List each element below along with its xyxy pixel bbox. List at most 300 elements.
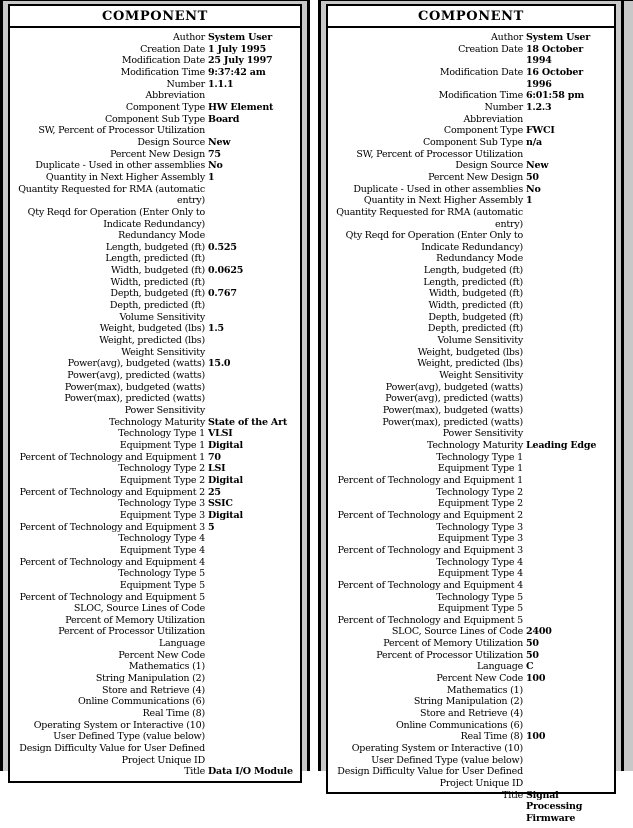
component-window-right[interactable] bbox=[318, 0, 624, 824]
field-label: Technology Type 5 bbox=[436, 591, 523, 603]
field-value bbox=[205, 90, 296, 102]
field-label: Depth, predicted (ft) bbox=[109, 300, 205, 312]
field-row bbox=[330, 731, 610, 743]
field-row bbox=[330, 615, 610, 627]
field-label: Abbreviation bbox=[463, 113, 523, 125]
field-value bbox=[205, 533, 296, 545]
field-label: Author bbox=[173, 32, 205, 43]
field-label: Percent of Technology and Equipment 1 bbox=[337, 474, 523, 486]
field-row bbox=[330, 661, 610, 673]
field-row bbox=[330, 673, 610, 685]
field-row bbox=[330, 475, 610, 487]
field-row bbox=[330, 440, 610, 452]
field-label: Technology Type 2 bbox=[118, 463, 205, 475]
field-label: SLOC, Source Lines of Code bbox=[391, 626, 523, 638]
field-value bbox=[523, 510, 610, 522]
field-value: Digital bbox=[208, 509, 243, 521]
field-label: Length, budgeted (ft) bbox=[105, 241, 205, 253]
field-row bbox=[330, 755, 610, 767]
field-value bbox=[205, 125, 296, 137]
field-value bbox=[205, 731, 296, 743]
field-row bbox=[12, 592, 296, 604]
field-label: Percent of Technology and Equipment 4 bbox=[19, 556, 205, 568]
field-label: Length, predicted (ft) bbox=[423, 276, 523, 288]
field-value: State of the Art bbox=[208, 416, 288, 428]
field-label: Equipment Type 1 bbox=[119, 439, 205, 451]
field-row bbox=[330, 405, 610, 417]
field-label: Modification Date bbox=[439, 66, 523, 78]
field-value bbox=[205, 405, 296, 417]
field-label: Depth, budgeted (ft) bbox=[110, 288, 205, 300]
field-row bbox=[330, 300, 610, 312]
field-row bbox=[330, 114, 610, 126]
field-value: 0.767 bbox=[208, 288, 237, 300]
field-label: Quantity Requested for RMA (automatic entry) bbox=[336, 206, 523, 230]
field-value: 0.525 bbox=[208, 241, 237, 253]
field-row bbox=[330, 638, 610, 650]
field-row bbox=[12, 696, 296, 708]
field-value bbox=[523, 557, 610, 569]
field-value bbox=[523, 114, 610, 126]
field-value bbox=[523, 405, 610, 417]
component-sheet bbox=[326, 4, 616, 824]
field-label: Power(max), budgeted (watts) bbox=[64, 381, 205, 393]
field-label: Percent of Technology and Equipment 1 bbox=[19, 451, 205, 463]
field-label: Technology Maturity bbox=[108, 416, 205, 428]
field-row bbox=[330, 195, 610, 207]
field-value: Leading Edge bbox=[526, 439, 597, 451]
field-row bbox=[12, 230, 296, 242]
field-value bbox=[523, 207, 610, 219]
field-value bbox=[523, 475, 610, 487]
field-label: Percent of Technology and Equipment 3 bbox=[19, 521, 205, 533]
field-row bbox=[12, 475, 296, 487]
field-value bbox=[205, 592, 296, 604]
field-row bbox=[330, 498, 610, 510]
field-value bbox=[523, 766, 610, 778]
field-row bbox=[330, 510, 610, 522]
field-value bbox=[205, 615, 296, 627]
field-row bbox=[12, 673, 296, 685]
field-value bbox=[523, 452, 610, 464]
field-label: Length, predicted (ft) bbox=[105, 253, 205, 265]
field-value bbox=[523, 615, 610, 627]
field-label: Real Time (8) bbox=[460, 731, 523, 743]
field-value: 50 bbox=[526, 649, 539, 661]
field-row bbox=[12, 487, 296, 499]
field-row bbox=[330, 323, 610, 335]
field-label: Technology Type 4 bbox=[118, 533, 205, 545]
field-value bbox=[523, 288, 610, 300]
field-row bbox=[12, 90, 296, 102]
field-value bbox=[205, 370, 296, 382]
field-label: Power(max), predicted (watts) bbox=[64, 393, 205, 405]
field-value bbox=[523, 358, 610, 370]
field-row bbox=[330, 557, 610, 569]
field-value bbox=[523, 603, 610, 615]
field-label: Power Sensitivity bbox=[124, 405, 205, 416]
field-label: Equipment Type 4 bbox=[437, 568, 523, 580]
field-value: 0.0625 bbox=[208, 265, 244, 277]
field-row bbox=[12, 405, 296, 417]
field-label: Weight Sensitivity bbox=[121, 346, 205, 358]
field-value: 2400 bbox=[526, 626, 552, 638]
field-row bbox=[330, 172, 610, 184]
field-value: 9:37:42 am bbox=[208, 66, 266, 78]
field-value bbox=[205, 626, 296, 638]
field-row bbox=[330, 90, 610, 102]
field-value: No bbox=[526, 183, 541, 195]
field-value: VLSI bbox=[208, 428, 233, 440]
field-value: 100 bbox=[526, 673, 546, 685]
field-value bbox=[523, 335, 610, 347]
field-value: Digital bbox=[208, 474, 243, 486]
field-value bbox=[523, 300, 610, 312]
field-value bbox=[205, 696, 296, 708]
field-value: FWCI bbox=[526, 125, 555, 137]
field-label: Weight, budgeted (lbs) bbox=[99, 323, 205, 335]
field-label: Equipment Type 5 bbox=[437, 603, 523, 615]
field-row bbox=[12, 358, 296, 370]
field-label: Redundancy Mode bbox=[436, 253, 523, 265]
field-row bbox=[12, 67, 296, 79]
field-row bbox=[330, 265, 610, 277]
field-value: 50 bbox=[526, 171, 539, 183]
field-value: C bbox=[526, 661, 534, 673]
field-value bbox=[205, 568, 296, 580]
field-label: Technology Type 3 bbox=[118, 498, 205, 510]
component-sheet bbox=[8, 4, 302, 783]
field-row bbox=[12, 463, 296, 475]
field-row bbox=[330, 696, 610, 708]
field-label: Design Difficulty Value for User Defined bbox=[337, 766, 523, 778]
field-value bbox=[523, 393, 610, 405]
field-row bbox=[330, 545, 610, 557]
field-value bbox=[205, 755, 296, 767]
field-row bbox=[330, 580, 610, 592]
field-row bbox=[12, 393, 296, 405]
field-value bbox=[523, 417, 610, 429]
field-label: Power(avg), predicted (watts) bbox=[385, 393, 523, 405]
field-value bbox=[523, 720, 610, 732]
field-label: Store and Retrieve (4) bbox=[102, 684, 205, 696]
field-label: Percent of Technology and Equipment 3 bbox=[337, 544, 523, 556]
field-value bbox=[205, 580, 296, 592]
field-row bbox=[12, 242, 296, 254]
field-label: Percent of Memory Utilization bbox=[383, 638, 523, 650]
field-value: 15.0 bbox=[208, 358, 231, 370]
field-label: Equipment Type 5 bbox=[119, 579, 205, 591]
field-row bbox=[330, 253, 610, 265]
field-label: Creation Date bbox=[458, 43, 523, 55]
field-row bbox=[330, 743, 610, 755]
field-value bbox=[523, 265, 610, 277]
field-row bbox=[330, 650, 610, 662]
field-label: Creation Date bbox=[140, 43, 205, 55]
field-label: Percent of Technology and Equipment 2 bbox=[19, 486, 205, 498]
field-value bbox=[205, 382, 296, 394]
field-row bbox=[330, 230, 610, 253]
field-label: Abbreviation bbox=[145, 90, 205, 102]
field-value bbox=[523, 347, 610, 359]
field-row bbox=[330, 790, 610, 825]
field-value bbox=[523, 580, 610, 592]
field-label: Title bbox=[502, 789, 523, 801]
field-value bbox=[523, 743, 610, 755]
field-row bbox=[12, 79, 296, 91]
field-value bbox=[523, 498, 610, 510]
field-value bbox=[205, 673, 296, 685]
field-row bbox=[12, 661, 296, 673]
field-value: 50 bbox=[526, 638, 539, 650]
field-label: Technology Type 1 bbox=[436, 451, 523, 463]
field-value bbox=[205, 393, 296, 405]
field-value bbox=[523, 463, 610, 475]
field-label: String Manipulation (2) bbox=[95, 673, 205, 685]
field-value: 1.2.3 bbox=[526, 101, 552, 113]
field-label: Percent of Processor Utilization bbox=[58, 626, 205, 638]
field-label: Language bbox=[476, 661, 523, 673]
field-row bbox=[330, 720, 610, 732]
field-label: Technology Type 3 bbox=[436, 521, 523, 533]
field-value bbox=[523, 277, 610, 289]
field-row bbox=[12, 347, 296, 359]
field-label: Online Communications (6) bbox=[77, 696, 205, 708]
field-value: 75 bbox=[208, 148, 221, 160]
field-row bbox=[330, 522, 610, 534]
field-label: Equipment Type 3 bbox=[437, 533, 523, 545]
field-row bbox=[12, 603, 296, 615]
field-value: 70 bbox=[208, 451, 221, 463]
field-value bbox=[523, 253, 610, 265]
field-label: Power Sensitivity bbox=[442, 428, 523, 440]
field-value bbox=[523, 522, 610, 534]
field-row bbox=[330, 44, 610, 67]
field-row bbox=[330, 428, 610, 440]
field-label: Design Source bbox=[137, 136, 205, 148]
field-value bbox=[205, 661, 296, 673]
field-value bbox=[205, 277, 296, 289]
field-row bbox=[330, 149, 610, 161]
field-label: Design Difficulty Value for User Defined bbox=[19, 743, 205, 755]
field-value bbox=[523, 487, 610, 499]
field-row bbox=[12, 545, 296, 557]
field-row bbox=[330, 487, 610, 499]
field-label: User Defined Type (value below) bbox=[371, 754, 523, 766]
field-row bbox=[12, 731, 296, 743]
field-row bbox=[12, 428, 296, 440]
field-row bbox=[12, 277, 296, 289]
field-value: 16 October 1996 bbox=[526, 66, 584, 90]
field-label: SW, Percent of Processor Utilization bbox=[38, 125, 205, 137]
field-row bbox=[12, 125, 296, 137]
field-row bbox=[330, 184, 610, 196]
field-value bbox=[523, 696, 610, 708]
field-row bbox=[12, 568, 296, 580]
field-value bbox=[523, 323, 610, 335]
field-label: Power(avg), budgeted (watts) bbox=[67, 358, 205, 370]
field-label: Online Communications (6) bbox=[395, 719, 523, 731]
field-label: Weight, predicted (lbs) bbox=[417, 358, 523, 370]
field-row bbox=[12, 265, 296, 277]
field-value bbox=[523, 708, 610, 720]
field-row bbox=[12, 533, 296, 545]
field-row bbox=[330, 67, 610, 90]
field-row bbox=[12, 207, 296, 230]
field-label: Mathematics (1) bbox=[446, 684, 523, 696]
field-value: New bbox=[526, 160, 549, 172]
field-value bbox=[523, 545, 610, 557]
field-value bbox=[523, 533, 610, 545]
field-label: Component Type bbox=[125, 101, 205, 113]
field-label: Percent of Processor Utilization bbox=[376, 649, 523, 661]
field-row bbox=[12, 137, 296, 149]
field-label: Length, budgeted (ft) bbox=[423, 265, 523, 277]
field-value bbox=[205, 720, 296, 732]
field-value bbox=[523, 755, 610, 767]
field-row bbox=[12, 253, 296, 265]
field-value: LSI bbox=[208, 463, 226, 475]
field-row bbox=[330, 160, 610, 172]
field-value: Signal Processing Firmware bbox=[526, 789, 583, 824]
field-value: 6:01:58 pm bbox=[526, 90, 585, 102]
field-label: String Manipulation (2) bbox=[413, 696, 523, 708]
field-label: Modification Time bbox=[438, 90, 523, 102]
field-label: Duplicate - Used in other assemblies bbox=[35, 160, 205, 172]
field-value bbox=[205, 545, 296, 557]
field-row bbox=[12, 323, 296, 335]
field-value: 18 October 1994 bbox=[526, 43, 584, 67]
field-value bbox=[205, 230, 296, 242]
field-row bbox=[12, 755, 296, 767]
field-row bbox=[330, 125, 610, 137]
field-row bbox=[330, 603, 610, 615]
field-label: Qty Reqd for Operation (Enter Only to Indicate Redundancy) bbox=[27, 206, 205, 230]
field-label: Weight, budgeted (lbs) bbox=[417, 346, 523, 358]
field-label: Percent New Design bbox=[428, 171, 523, 183]
field-row bbox=[330, 452, 610, 464]
window-title: COMPONENT bbox=[328, 6, 614, 28]
field-row bbox=[12, 102, 296, 114]
window-title: COMPONENT bbox=[10, 6, 300, 28]
field-value bbox=[205, 207, 296, 219]
field-label: Percent of Technology and Equipment 2 bbox=[337, 509, 523, 521]
field-value bbox=[523, 370, 610, 382]
field-value bbox=[523, 428, 610, 440]
field-label: Weight, predicted (lbs) bbox=[99, 335, 205, 347]
field-row bbox=[330, 382, 610, 394]
field-label: Width, predicted (ft) bbox=[428, 300, 523, 312]
field-label: Volume Sensitivity bbox=[437, 335, 523, 347]
field-row bbox=[330, 568, 610, 580]
field-row bbox=[12, 55, 296, 67]
field-row bbox=[12, 615, 296, 627]
field-value: Digital bbox=[208, 439, 243, 451]
field-label: Power(max), predicted (watts) bbox=[382, 416, 523, 428]
field-label: Power(avg), predicted (watts) bbox=[67, 370, 205, 382]
field-value bbox=[523, 382, 610, 394]
field-value: SSIC bbox=[208, 498, 233, 510]
field-row bbox=[330, 778, 610, 790]
field-value bbox=[205, 312, 296, 324]
component-fields bbox=[328, 28, 614, 828]
field-row bbox=[330, 463, 610, 475]
field-row bbox=[12, 440, 296, 452]
field-value bbox=[205, 557, 296, 569]
field-label: Operating System or Interactive (10) bbox=[33, 719, 205, 731]
field-row bbox=[12, 160, 296, 172]
field-value: Data I/O Module bbox=[208, 766, 293, 778]
field-row bbox=[12, 452, 296, 464]
field-label: Modification Date bbox=[121, 55, 205, 67]
field-value bbox=[205, 603, 296, 615]
field-value: 1 bbox=[526, 195, 533, 207]
field-row bbox=[330, 277, 610, 289]
field-row bbox=[12, 580, 296, 592]
field-row bbox=[12, 44, 296, 56]
field-row bbox=[12, 32, 296, 44]
field-row bbox=[12, 638, 296, 650]
field-label: Quantity in Next Higher Assembly bbox=[45, 171, 205, 183]
field-row bbox=[12, 114, 296, 126]
field-label: Component Type bbox=[443, 125, 523, 137]
field-row bbox=[12, 288, 296, 300]
field-label: Percent of Technology and Equipment 5 bbox=[337, 614, 523, 626]
field-row bbox=[12, 510, 296, 522]
field-label: Equipment Type 2 bbox=[119, 474, 205, 486]
field-label: Title bbox=[184, 766, 205, 778]
field-label: Width, budgeted (ft) bbox=[111, 265, 205, 277]
field-label: Number bbox=[166, 78, 205, 90]
field-row bbox=[12, 626, 296, 638]
field-row bbox=[330, 592, 610, 604]
field-value: System User bbox=[526, 32, 591, 43]
field-label: Author bbox=[491, 32, 523, 43]
field-label: Technology Type 1 bbox=[118, 428, 205, 440]
field-row bbox=[330, 347, 610, 359]
field-label: Quantity Requested for RMA (automatic entry) bbox=[18, 183, 205, 207]
field-label: Percent of Memory Utilization bbox=[65, 614, 205, 626]
field-value: 5 bbox=[208, 521, 215, 533]
field-label: Redundancy Mode bbox=[118, 230, 205, 242]
field-row bbox=[12, 708, 296, 720]
field-label: Depth, predicted (ft) bbox=[427, 323, 523, 335]
field-row bbox=[330, 137, 610, 149]
field-value bbox=[205, 708, 296, 720]
field-label: Duplicate - Used in other assemblies bbox=[353, 183, 523, 195]
field-value bbox=[205, 685, 296, 697]
field-value: 1.1.1 bbox=[208, 78, 234, 90]
field-label: Equipment Type 2 bbox=[437, 498, 523, 510]
field-row bbox=[330, 533, 610, 545]
field-row bbox=[12, 172, 296, 184]
field-label: Percent of Technology and Equipment 4 bbox=[337, 579, 523, 591]
component-window-left[interactable] bbox=[0, 0, 310, 778]
field-row bbox=[330, 312, 610, 324]
field-value bbox=[523, 685, 610, 697]
field-value: Board bbox=[208, 113, 240, 125]
field-value bbox=[523, 149, 610, 161]
field-value: 1.5 bbox=[208, 323, 224, 335]
field-label: Mathematics (1) bbox=[128, 661, 205, 673]
field-label: Equipment Type 4 bbox=[119, 544, 205, 556]
field-row bbox=[12, 557, 296, 569]
field-value bbox=[205, 638, 296, 650]
field-value bbox=[205, 184, 296, 196]
field-row bbox=[12, 522, 296, 534]
field-value bbox=[205, 300, 296, 312]
field-label: Width, budgeted (ft) bbox=[429, 288, 523, 300]
